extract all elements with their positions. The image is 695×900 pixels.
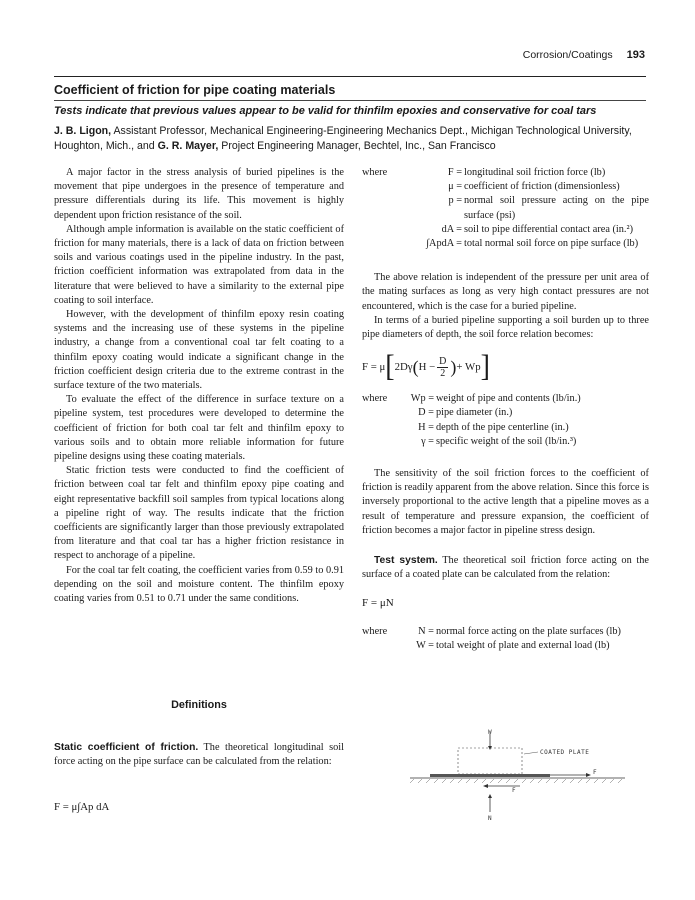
definition-symbol: Wp = (410, 393, 434, 405)
definitions-list-3 (362, 625, 649, 653)
normal-force-arrowhead (488, 794, 492, 798)
eq-term-2: H − (418, 361, 436, 374)
body-paragraph: A major factor in the stress analysis of buried pipelines is the movement that pipe undergoes in the presence of temperature and pressure differentials during its life. This movement is highly dependent upon friction resistance of the soil. (54, 167, 344, 221)
author-2-affiliation: Project Engineering Manager, Bechtel, Inc., San Francisco (218, 140, 496, 152)
definition-item (362, 180, 649, 194)
page-number: 193 (626, 49, 645, 61)
test-system-diagram (400, 726, 640, 826)
plate-label: COATED PLATE (540, 749, 590, 756)
definition-text: depth of the pipe centerline (in.) (436, 421, 569, 433)
friction-force-label: F (512, 787, 517, 794)
eq-fraction (437, 356, 448, 379)
definitions-heading: Definitions (171, 699, 227, 711)
article-subtitle: Tests indicate that previous values appear to be valid for thinfilm epoxies and conservative for coal tars (54, 105, 597, 117)
eq-lhs: F = μ (362, 361, 386, 374)
article-title: Coefficient of friction for pipe coating materials (54, 83, 336, 97)
body-paragraph: For the coal tar felt coating, the coefficient varies from 0.59 to 0.91 depending on the soil and moisture content. The thinfilm epoxy coating varies from 0.51 to 0.71 under the same conditions. (54, 564, 344, 605)
eq-right-bracket: ] (480, 349, 490, 384)
eq-numerator: D (439, 355, 447, 367)
definition-text: normal force acting on the plate surfaces (lb) (436, 625, 621, 637)
running-head (380, 49, 645, 61)
weight-label: W (488, 729, 493, 736)
definition-text: coefficient of friction (dimensionless) (464, 181, 620, 193)
definition-text: weight of pipe and contents (lb/in.) (436, 393, 581, 405)
load-box (458, 748, 522, 774)
definition-symbol: W = (416, 639, 434, 651)
eq-term-3: + Wp (456, 361, 481, 374)
eq-denominator: 2 (440, 367, 446, 379)
definitions-list-2 (362, 392, 649, 449)
body-paragraph: However, with the development of thinfilm epoxy resin coating systems and the increasing use of these systems in the pipeline industry, a change from a conventional coal tar felt coating to a thinfilm epoxy coating would indicate a significant change in the friction coefficient design criteria due to the extreme contrast in the surface texture of the two materials. (54, 309, 344, 392)
body-paragraph: Although ample information is available on the static coefficient of friction for many materials, there is a lack of data on friction between soils and various coatings used in the pipeline industry. In the past, friction coefficient information was extrapolated from data in the literature that were believed to have a similarity to the external pipe coating to soil interface. (54, 223, 344, 306)
definition-item (362, 435, 649, 449)
coated-plate (430, 774, 550, 777)
definition-item (362, 223, 649, 237)
left-column (54, 166, 344, 606)
body-paragraph: Static friction tests were conducted to find the coefficient of friction between coal tar felt and thinfilm epoxy pipe coating and eight representative backfill soil samples from typical locations along a pipeline right of way. The results indicate that the friction coefficients are significantly larger than those previously extrapolated from literature and that coal tar has a higher friction resistance in respect to anchorage of a pipeline. (54, 465, 344, 562)
definition-text: pipe diameter (in.) (436, 407, 513, 419)
pull-force-arrowhead (586, 773, 591, 777)
definition-symbol: ∫ApdA = (426, 238, 462, 250)
test-system-text: The theoretical soil friction force acting on the surface of a coated plate can be calculated from the relation: (362, 555, 649, 581)
friction-force-arrowhead (483, 784, 488, 788)
definition-item (362, 166, 649, 180)
definition-text: normal soil pressure acting on the pipe surface (psi) (464, 195, 649, 221)
eq-left-paren: ( (412, 357, 419, 378)
where-label: where (362, 167, 388, 178)
friction-equation-1: F = μ∫Ap dA (54, 801, 110, 813)
definition-item (362, 639, 649, 653)
eq-right-paren: ) (450, 357, 457, 378)
top-rule (54, 76, 646, 77)
normal-force-label: N (488, 815, 493, 822)
definition-item (362, 625, 649, 639)
soil-hatching (410, 779, 622, 783)
right-column (362, 166, 649, 653)
definition-symbol: F = (447, 167, 462, 178)
soil-force-equation (362, 348, 649, 386)
definition-symbol: μ = (448, 181, 462, 193)
definition-symbol: p = (448, 195, 462, 207)
definition-item (362, 237, 649, 251)
definition-text: longitudinal soil friction force (lb) (464, 167, 606, 178)
definition-item (362, 421, 649, 435)
definition-item (362, 194, 649, 222)
test-system-paragraph (362, 554, 649, 582)
body-paragraph: The above relation is independent of the pressure per unit area of the mating surfaces as long as very high contact pressures are not encountered, which is the case for a buried pipeline. (362, 272, 649, 312)
eq-term-1: 2Dγ (394, 361, 413, 374)
body-paragraph: In terms of a buried pipeline supporting a soil burden up to three pipe diameters of depth, the soil force relation becomes: (362, 314, 649, 341)
title-rule (54, 100, 646, 101)
definition-symbol: N = (418, 625, 434, 637)
section-label: Corrosion/Coatings (522, 49, 613, 61)
body-paragraph: To evaluate the effect of the difference in surface texture on a pipeline system, test procedures were developed to determine the coefficient of friction for both coal tar felt and thinfilm epoxy to various soils and to obtain more reliable information for future pipeline designs using these coating materials. (54, 394, 344, 463)
static-friction-paragraph (54, 741, 344, 769)
author-byline (54, 124, 646, 154)
friction-equation-3: F = μN (362, 597, 394, 610)
eq-left-bracket: [ (385, 349, 395, 384)
definition-text: soil to pipe differential contact area (in.²) (464, 223, 634, 235)
static-friction-text: The theoretical longitudinal soil force acting on the pipe surface can be calculated from the relation: (54, 742, 344, 768)
test-system-lead: Test system. (374, 555, 438, 567)
definition-text: total normal soil force on pipe surface (lb) (464, 238, 639, 250)
where-label: where (362, 393, 388, 405)
author-1-affiliation: Assistant Professor, Mechanical Engineering-Engineering Mechanics Dept., Michigan Technological University, Houghton, Mich., and (54, 125, 632, 152)
definition-symbol: dA = (441, 223, 462, 235)
definitions-list-1 (362, 166, 649, 251)
author-2-name: G. R. Mayer, (157, 140, 219, 152)
plate-leader (524, 752, 538, 754)
definition-symbol: H = (418, 421, 434, 433)
definition-text: total weight of plate and external load (lb) (436, 639, 610, 651)
definition-text: specific weight of the soil (lb/in.³) (436, 435, 577, 447)
where-label: where (362, 625, 388, 637)
definition-symbol: D = (418, 407, 434, 419)
definition-item (362, 406, 649, 420)
author-1-name: J. B. Ligon, (54, 125, 112, 137)
body-paragraph: The sensitivity of the soil friction forces to the coefficient of friction is readily apparent from the above relation. Since this force is inversely proportional to the active length that a pipeline moves as a result of temperature and pressure expansion, the coefficient of friction becomes a major factor in pipeline stress design. (362, 468, 649, 536)
definition-symbol: γ = (421, 435, 434, 447)
static-friction-lead: Static coefficient of friction. (54, 742, 199, 753)
pull-force-label: F (593, 769, 598, 776)
definition-item (362, 392, 649, 406)
